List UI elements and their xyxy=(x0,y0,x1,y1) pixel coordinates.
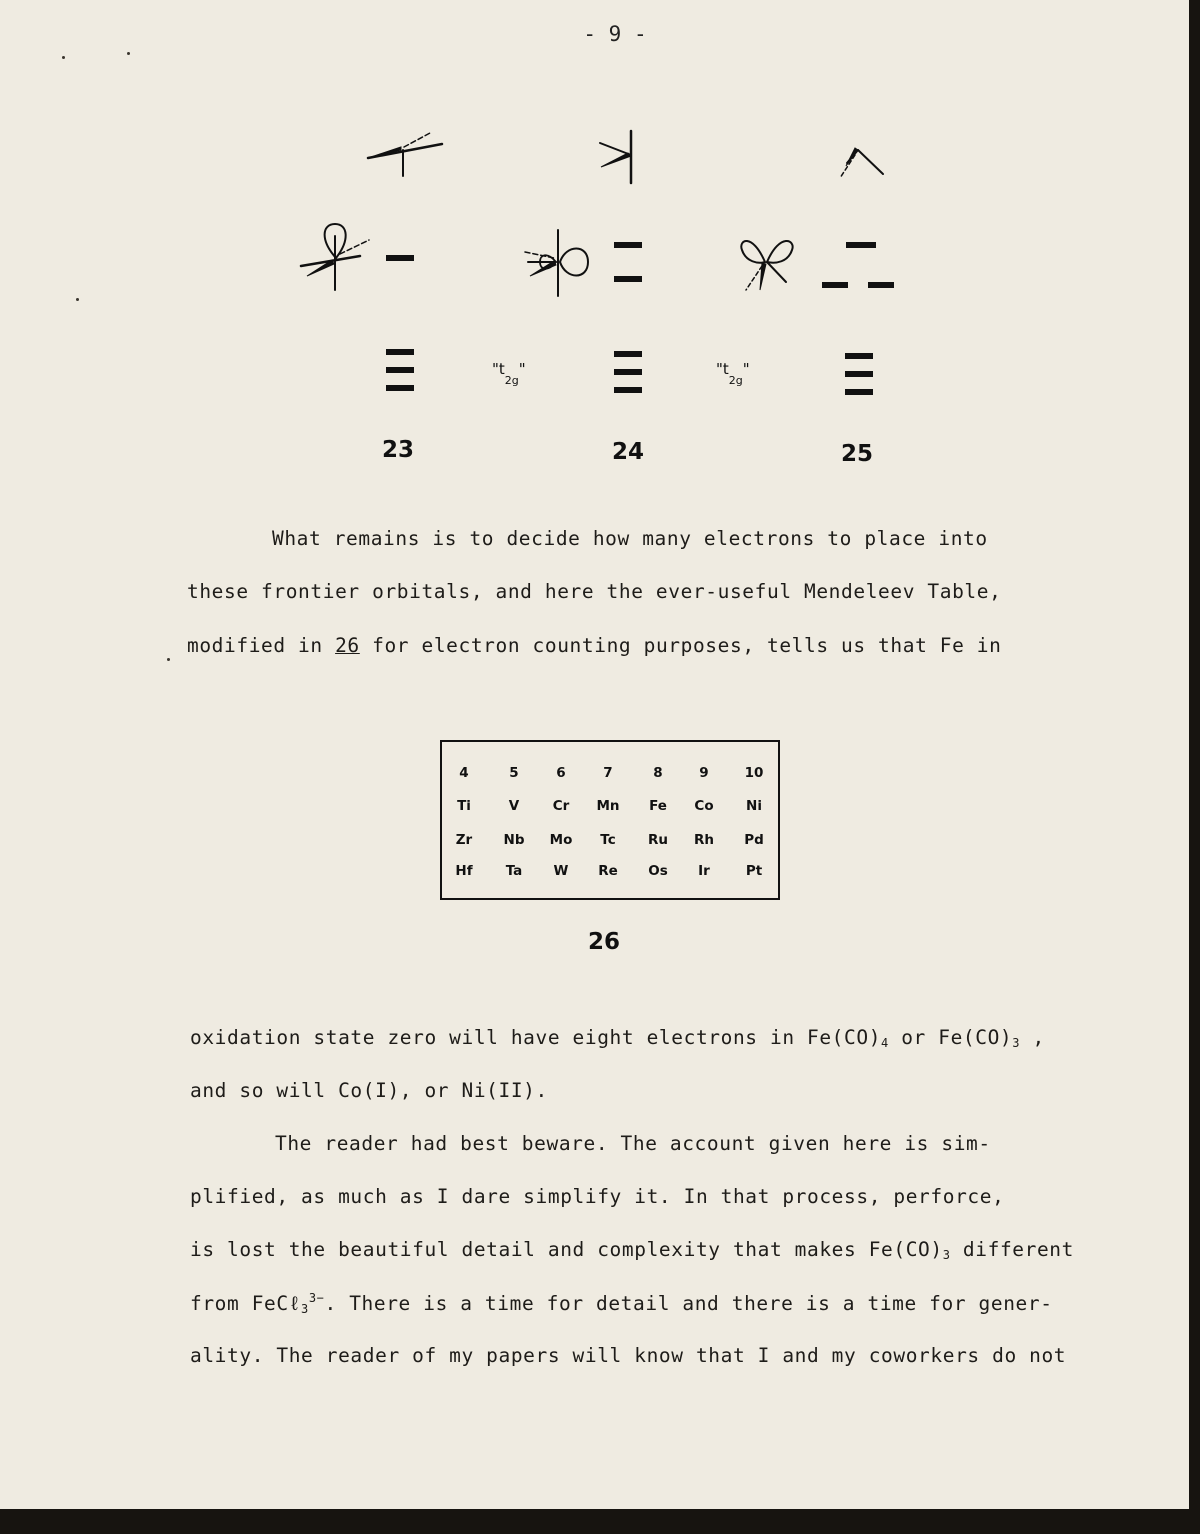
table-cell: Hf xyxy=(455,863,473,879)
table-cell: Cr xyxy=(552,798,570,814)
table-cell: Ti xyxy=(457,798,471,814)
table-cell: Co xyxy=(694,798,714,814)
page-number: - 9 - xyxy=(583,22,647,46)
table-cell: 9 xyxy=(699,765,709,781)
fragment-23-orbital-drawing xyxy=(301,224,369,290)
fragment-24-orbital-drawing xyxy=(525,230,588,296)
t2g-level-bar xyxy=(386,385,414,391)
t2g-level-bar xyxy=(845,353,873,359)
level-bar xyxy=(868,282,894,288)
text-line: oxidation state zero will have eight electrons in Fe(CO)4 or Fe(CO)3 , xyxy=(190,1026,1045,1050)
text-line: is lost the beautiful detail and complexity that makes Fe(CO)3 different xyxy=(190,1238,1074,1262)
table-cell: W xyxy=(553,863,569,879)
t2g-level-bar xyxy=(845,389,873,395)
figure-label-25: 25 xyxy=(841,441,874,467)
text-line: The reader had best beware. The account given here is sim- xyxy=(275,1132,991,1155)
text-line: modified in 26 for electron counting purposes, tells us that Fe in xyxy=(187,634,1002,657)
t2g-level-bar xyxy=(614,369,642,375)
table-cell: Ir xyxy=(698,863,710,879)
table-cell: Pd xyxy=(744,832,764,848)
level-bar xyxy=(846,242,876,248)
table-cell: 6 xyxy=(556,765,566,781)
table-cell: 7 xyxy=(603,765,613,781)
fragment-25-orbital-drawing xyxy=(741,241,792,290)
table-cell: Ni xyxy=(746,798,762,814)
figure-label-26: 26 xyxy=(588,929,621,955)
text-line: plified, as much as I dare simplify it. In that process, perforce, xyxy=(190,1185,1005,1208)
table-cell: V xyxy=(508,798,520,814)
table-cell: Tc xyxy=(600,832,616,848)
table-cell: Mn xyxy=(596,798,620,814)
table-cell: 8 xyxy=(653,765,663,781)
table-cell: Re xyxy=(598,863,618,879)
text-line: these frontier orbitals, and here the ever-useful Mendeleev Table, xyxy=(187,580,1002,603)
level-bar xyxy=(386,255,414,261)
fragment-23-top-drawing xyxy=(368,133,442,176)
figure-label-23: 23 xyxy=(382,437,415,463)
table-cell: Mo xyxy=(549,832,573,848)
t2g-level-bar xyxy=(845,371,873,377)
table-cell: 4 xyxy=(459,765,469,781)
t2g-level-bar xyxy=(386,367,414,373)
t2g-level-bar xyxy=(614,387,642,393)
table-cell: Os xyxy=(648,863,668,879)
t2g-level-bar xyxy=(614,351,642,357)
text-line: and so will Co(I), or Ni(II). xyxy=(190,1079,548,1102)
table-cell: Ta xyxy=(505,863,523,879)
text-line: What remains is to decide how many electrons to place into xyxy=(272,527,988,550)
table-cell: 5 xyxy=(509,765,519,781)
table-cell: Zr xyxy=(455,832,473,848)
fragment-25-top-drawing xyxy=(840,148,883,178)
table-cell: Fe xyxy=(649,798,667,814)
fragment-24-top-drawing xyxy=(600,131,631,183)
text-line: from $FeC\ell 3^{3-}$. There is a time for detail and there is a time for gener- xyxy=(190,1291,1053,1316)
table-cell: Ru xyxy=(647,832,668,848)
t2g-label: "$t_{2g}$" xyxy=(492,360,526,387)
table-cell: 10 xyxy=(744,765,764,781)
level-bar xyxy=(614,242,642,248)
level-bar xyxy=(822,282,848,288)
table-cell: Pt xyxy=(745,863,763,879)
figure-label-24: 24 xyxy=(612,439,645,465)
t2g-level-bar xyxy=(386,349,414,355)
mendeleev-table xyxy=(440,740,780,900)
table-cell: Nb xyxy=(503,832,525,848)
figure-reference: 26 xyxy=(335,634,360,657)
table-cell: Rh xyxy=(693,832,714,848)
t2g-label: "$t_{2g}$" xyxy=(716,360,750,387)
level-bar xyxy=(614,276,642,282)
text-line: ality. The reader of my papers will know that I and my coworkers do not xyxy=(190,1344,1067,1367)
